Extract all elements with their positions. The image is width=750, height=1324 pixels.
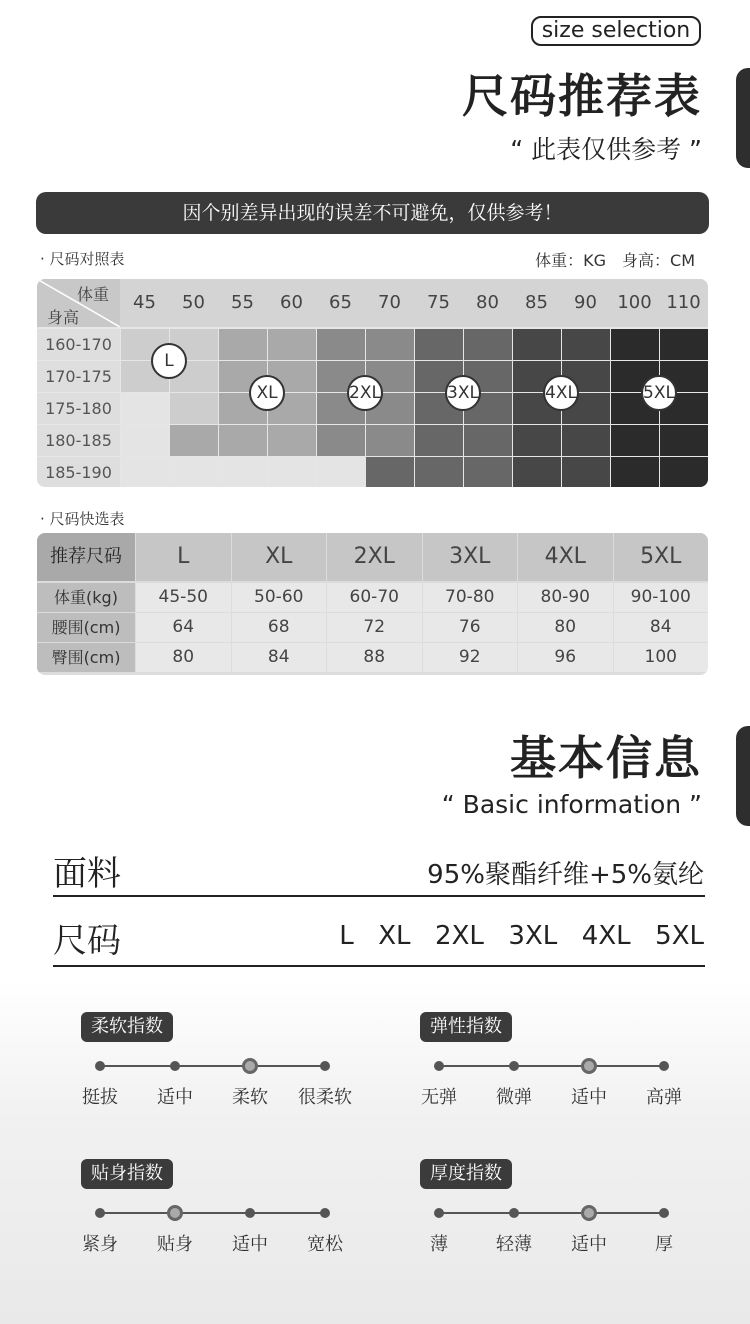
corner-height-label: 身高 — [47, 308, 80, 327]
weight-header: 60 — [280, 292, 303, 313]
corner-weight-label: 体重 — [77, 285, 110, 304]
quick-size-header: 4XL — [518, 533, 613, 581]
matrix-cell — [268, 457, 316, 487]
size-bubble: 4XL — [543, 375, 579, 411]
weight-header: 85 — [525, 292, 548, 313]
quick-cell: 84 — [614, 613, 709, 642]
fabric-label: 面料 — [53, 854, 121, 894]
quick-cell: 92 — [423, 643, 518, 672]
size-bubble: 2XL — [347, 375, 383, 411]
matrix-cell — [562, 425, 610, 456]
matrix-cell — [170, 457, 218, 487]
index-tick-dot — [95, 1061, 105, 1071]
quick-cell: 90-100 — [614, 583, 709, 612]
index-selected-marker — [581, 1058, 597, 1074]
matrix-cell — [513, 329, 561, 360]
index-option-label: 适中 — [571, 1234, 607, 1255]
weight-header: 75 — [427, 292, 450, 313]
index-selected-marker — [242, 1058, 258, 1074]
index-option-label: 薄 — [430, 1234, 448, 1255]
size-bubble: L — [151, 343, 187, 379]
quick-cell: 88 — [327, 643, 422, 672]
side-tab-decoration — [736, 68, 750, 168]
size-selection-tag: size selection — [531, 16, 701, 46]
matrix-cell — [513, 425, 561, 456]
matrix-cell — [415, 425, 463, 456]
matrix-cell — [317, 425, 365, 456]
quick-cell: 72 — [327, 613, 422, 642]
matrix-cell — [366, 329, 414, 360]
index-scale-line — [100, 1065, 325, 1067]
index-tick-dot — [320, 1061, 330, 1071]
quick-cell: 80 — [136, 643, 231, 672]
index-option-label: 无弹 — [421, 1087, 457, 1108]
matrix-cell — [513, 457, 561, 487]
size-bubble: XL — [249, 375, 285, 411]
size-value: L XL 2XL 3XL 4XL 5XL — [339, 921, 704, 951]
matrix-label: · 尺码对照表 — [40, 250, 125, 268]
height-header: 175-180 — [45, 399, 112, 418]
weight-header: 90 — [574, 292, 597, 313]
matrix-cell — [611, 425, 659, 456]
size-quick-table — [37, 533, 708, 675]
index-option-label: 适中 — [571, 1087, 607, 1108]
index-scale-line — [439, 1065, 664, 1067]
index-option-label: 适中 — [232, 1234, 268, 1255]
size-bubble: 3XL — [445, 375, 481, 411]
matrix-cell — [660, 457, 708, 487]
index-option-label: 高弹 — [646, 1087, 682, 1108]
matrix-cell — [464, 457, 512, 487]
quick-cell: 76 — [423, 613, 518, 642]
index-option-label: 适中 — [157, 1087, 193, 1108]
matrix-cell — [121, 393, 169, 424]
index-option-label: 贴身 — [157, 1234, 193, 1255]
index-tick-dot — [434, 1061, 444, 1071]
index-selected-marker — [167, 1205, 183, 1221]
index-title-badge: 柔软指数 — [81, 1012, 173, 1042]
index-title-badge: 贴身指数 — [81, 1159, 173, 1189]
matrix-cell — [562, 329, 610, 360]
matrix-cell — [121, 457, 169, 487]
height-header: 160-170 — [45, 335, 112, 354]
quick-cell: 64 — [136, 613, 231, 642]
matrix-cell — [611, 329, 659, 360]
index-option-label: 很柔软 — [298, 1087, 352, 1108]
height-header: 180-185 — [45, 431, 112, 450]
index-title-badge: 厚度指数 — [420, 1159, 512, 1189]
index-option-label: 微弹 — [496, 1087, 532, 1108]
index-option-label: 挺拔 — [82, 1087, 118, 1108]
index-option-label: 宽松 — [307, 1234, 343, 1255]
quick-cell: 50-60 — [232, 583, 327, 612]
index-title-badge: 弹性指数 — [420, 1012, 512, 1042]
quick-size-header: XL — [232, 533, 327, 581]
matrix-cell — [464, 329, 512, 360]
index-tick-dot — [320, 1208, 330, 1218]
matrix-cell — [464, 425, 512, 456]
quick-cell: 80-90 — [518, 583, 613, 612]
matrix-cell — [170, 393, 218, 424]
index-tick-dot — [245, 1208, 255, 1218]
disclaimer-banner: 因个别差异出现的误差不可避免，仅供参考！ — [36, 192, 709, 234]
index-scale-line — [100, 1212, 325, 1214]
divider — [53, 965, 705, 967]
quick-size-header: L — [136, 533, 231, 581]
index-option-label: 紧身 — [82, 1234, 118, 1255]
quick-row-label: 体重(kg) — [37, 583, 135, 612]
basic-info-subtitle: “ Basic information ” — [441, 790, 702, 819]
weight-header: 100 — [617, 292, 652, 313]
matrix-cell — [121, 425, 169, 456]
page-title: 尺码推荐表 — [462, 69, 702, 123]
basic-info-title: 基本信息 — [510, 731, 702, 785]
matrix-cell — [366, 425, 414, 456]
index-tick-dot — [434, 1208, 444, 1218]
weight-header: 55 — [231, 292, 254, 313]
quick-cell: 84 — [232, 643, 327, 672]
index-selected-marker — [581, 1205, 597, 1221]
matrix-cell — [219, 425, 267, 456]
index-option-label: 轻薄 — [496, 1234, 532, 1255]
units-label: 体重：KG 身高：CM — [535, 251, 695, 270]
quick-row-label: 腰围(cm) — [37, 613, 135, 642]
quick-table-label: · 尺码快选表 — [40, 510, 125, 528]
quick-cell: 60-70 — [327, 583, 422, 612]
quick-cell: 80 — [518, 613, 613, 642]
size-matrix-chart — [37, 279, 708, 487]
index-tick-dot — [95, 1208, 105, 1218]
size-label: 尺码 — [53, 921, 121, 961]
quick-cell: 100 — [614, 643, 709, 672]
matrix-cell — [170, 425, 218, 456]
matrix-cell — [317, 329, 365, 360]
matrix-cell — [660, 425, 708, 456]
divider — [53, 895, 705, 897]
quick-header-cell: 推荐尺码 — [37, 533, 135, 581]
weight-header: 45 — [133, 292, 156, 313]
size-bubble: 5XL — [641, 375, 677, 411]
index-tick-dot — [509, 1208, 519, 1218]
index-scale-line — [439, 1212, 664, 1214]
quick-row-label: 臀围(cm) — [37, 643, 135, 672]
matrix-cell — [317, 457, 365, 487]
index-tick-dot — [170, 1061, 180, 1071]
matrix-cell — [366, 457, 414, 487]
matrix-cell — [660, 329, 708, 360]
index-option-label: 厚 — [655, 1234, 673, 1255]
matrix-cell — [415, 329, 463, 360]
page-subtitle: “ 此表仅供参考 ” — [510, 135, 702, 164]
matrix-cell — [611, 457, 659, 487]
matrix-cell — [268, 425, 316, 456]
index-option-label: 柔软 — [232, 1087, 268, 1108]
quick-size-header: 5XL — [614, 533, 709, 581]
quick-size-header: 3XL — [423, 533, 518, 581]
height-header: 185-190 — [45, 463, 112, 482]
quick-cell: 45-50 — [136, 583, 231, 612]
quick-cell: 96 — [518, 643, 613, 672]
index-tick-dot — [509, 1061, 519, 1071]
quick-cell: 70-80 — [423, 583, 518, 612]
weight-header: 50 — [182, 292, 205, 313]
fabric-value: 95%聚酯纤维+5%氨纶 — [427, 860, 704, 890]
height-header: 170-175 — [45, 367, 112, 386]
matrix-cell — [219, 457, 267, 487]
matrix-cell — [415, 457, 463, 487]
matrix-cell — [219, 329, 267, 360]
matrix-cell — [268, 329, 316, 360]
matrix-cell — [562, 457, 610, 487]
weight-header: 65 — [329, 292, 352, 313]
weight-header: 80 — [476, 292, 499, 313]
weight-header: 70 — [378, 292, 401, 313]
side-tab-decoration — [736, 726, 750, 826]
weight-header: 110 — [666, 292, 701, 313]
index-tick-dot — [659, 1208, 669, 1218]
quick-size-header: 2XL — [327, 533, 422, 581]
index-tick-dot — [659, 1061, 669, 1071]
quick-cell: 68 — [232, 613, 327, 642]
